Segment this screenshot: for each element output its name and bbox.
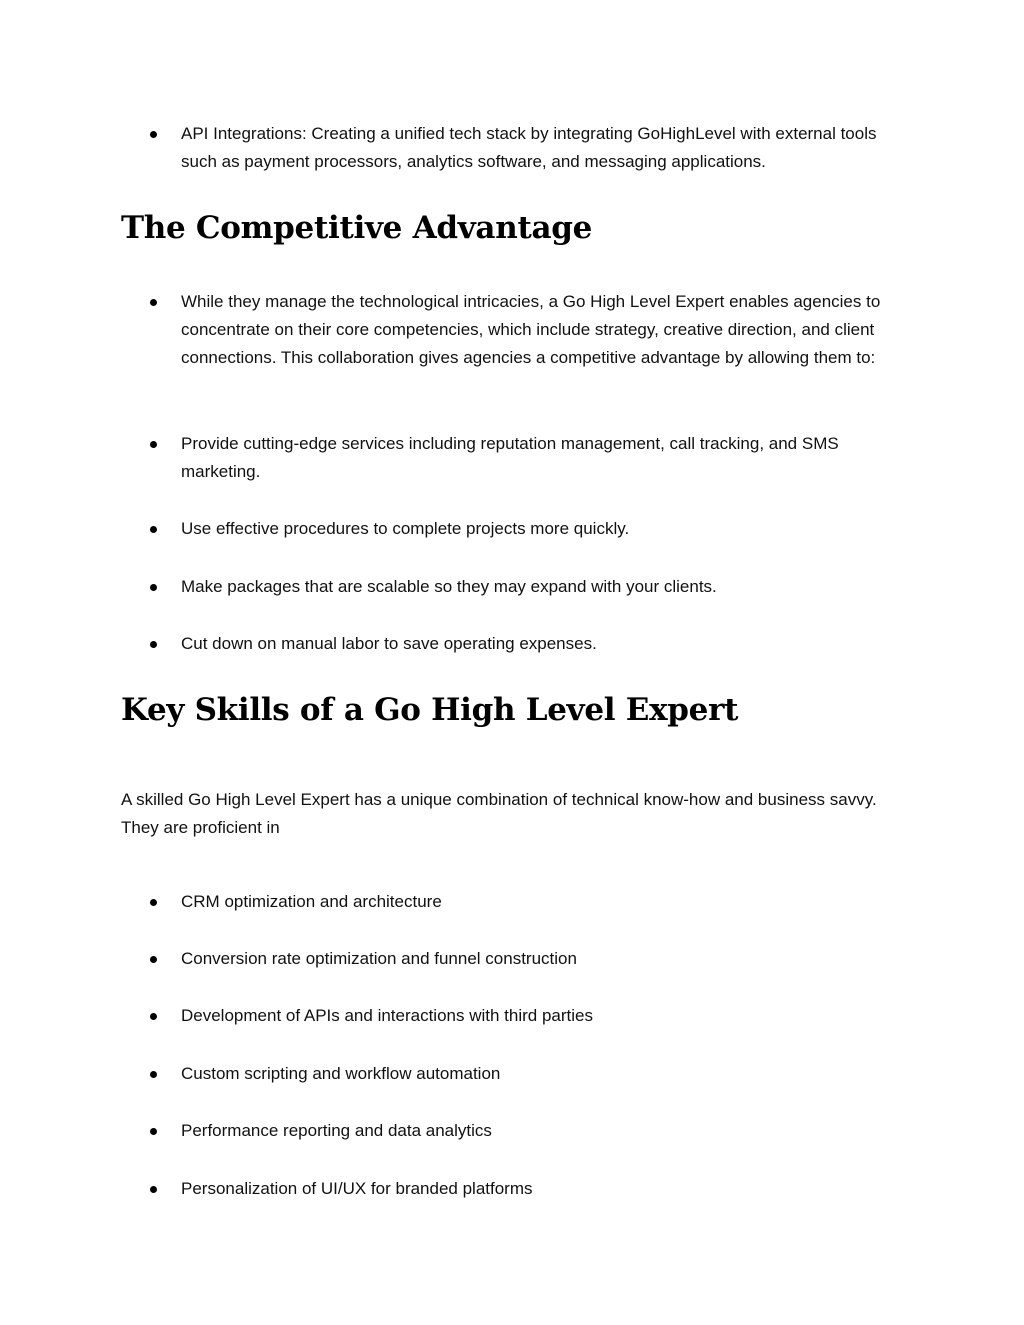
- bullet-icon: [150, 1128, 157, 1135]
- list-item: [150, 120, 900, 176]
- intro-paragraph: A skilled Go High Level Expert has a unique combination of technical know-how and business savvy. They are proficient in: [121, 790, 877, 837]
- section-heading: The Competitive Advantage: [121, 210, 593, 246]
- list-item-text: Conversion rate optimization and funnel construction: [181, 949, 577, 968]
- section-heading: Key Skills of a Go High Level Expert: [121, 692, 739, 728]
- list-item-text: Custom scripting and workflow automation: [181, 1064, 501, 1083]
- bullet-icon: [150, 1071, 157, 1078]
- bullet-icon: [150, 641, 157, 648]
- list-item: [150, 573, 900, 601]
- list-item: [150, 630, 900, 658]
- bullet-icon: [150, 526, 157, 533]
- list-item-text: Make packages that are scalable so they may expand with your clients.: [181, 577, 717, 596]
- bullet-icon: [150, 299, 157, 306]
- list-item: [150, 1117, 900, 1145]
- list-item: [150, 1002, 900, 1030]
- list-item: [150, 288, 900, 372]
- list-item-text: CRM optimization and architecture: [181, 892, 442, 911]
- bullet-icon: [150, 1186, 157, 1193]
- list-item-text: While they manage the technological intricacies, a Go High Level Expert enables agencies to concentrate on their core competencies, which include strategy, creative direction, and client connections. This collaboration gives agencies a competitive advantage by allowing them to:: [181, 292, 881, 367]
- bullet-icon: [150, 584, 157, 591]
- bullet-icon: [150, 131, 157, 138]
- list-item-text: Development of APIs and interactions with third parties: [181, 1006, 593, 1025]
- list-item: [150, 1175, 900, 1203]
- list-item-text: Performance reporting and data analytics: [181, 1121, 492, 1140]
- bullet-icon: [150, 899, 157, 906]
- list-item: [150, 1060, 900, 1088]
- list-item-text: Cut down on manual labor to save operating expenses.: [181, 634, 597, 653]
- list-item-text: Provide cutting-edge services including reputation management, call tracking, and SMS marketing.: [181, 434, 839, 481]
- list-item-text: Personalization of UI/UX for branded platforms: [181, 1179, 533, 1198]
- list-item: [150, 888, 900, 916]
- bullet-icon: [150, 1013, 157, 1020]
- bullet-icon: [150, 441, 157, 448]
- bullet-icon: [150, 956, 157, 963]
- list-item: [150, 945, 900, 973]
- list-item-text: Use effective procedures to complete projects more quickly.: [181, 519, 630, 538]
- list-item: [150, 515, 900, 543]
- list-item: [150, 430, 900, 486]
- list-item-text: API Integrations: Creating a unified tech stack by integrating GoHighLevel with external tools such as payment processors, analytics software, and messaging applications.: [181, 124, 877, 171]
